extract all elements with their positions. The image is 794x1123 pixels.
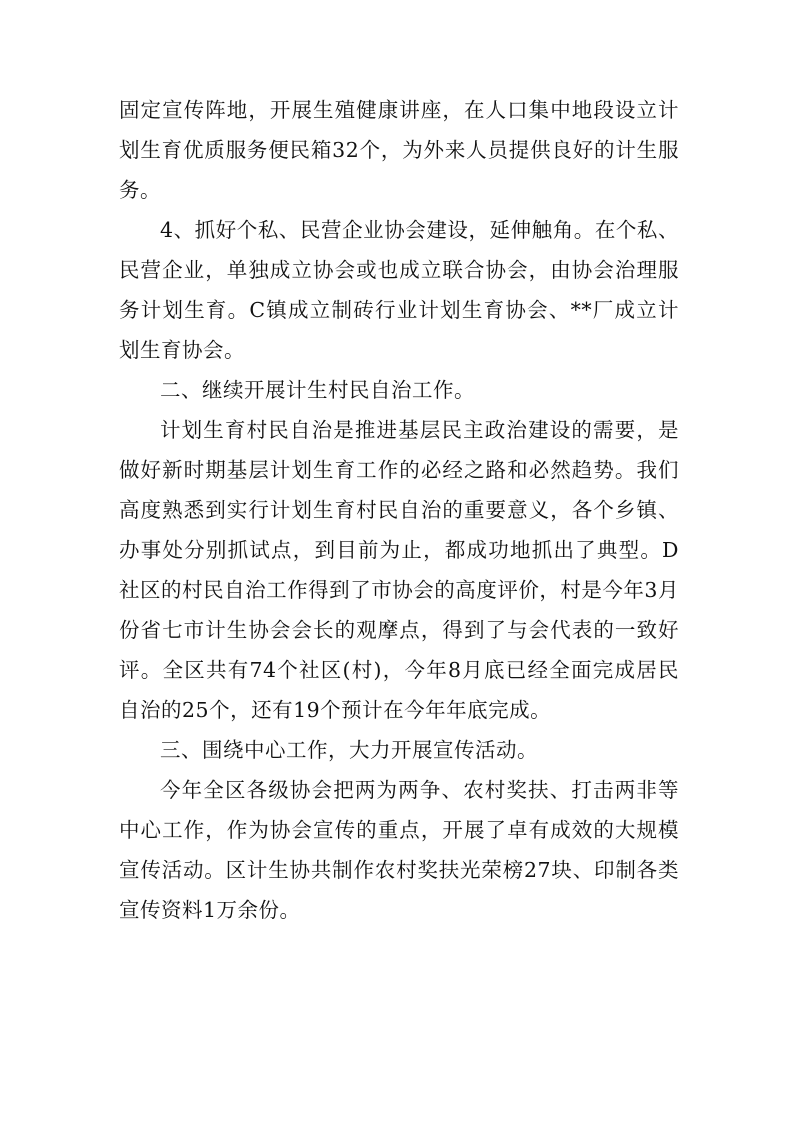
paragraph-enterprise-associations: 4、抓好个私、民营企业协会建设，延伸触角。在个私、民营企业，单独成立协会或也成立联合协会，由协会治理服务计划生育。C镇成立制砖行业计划生育协会、**厂成立计划生育协会。 [119, 218, 679, 362]
paragraph-villager-autonomy: 计划生育村民自治是推进基层民主政治建设的需要，是做好新时期基层计划生育工作的必经之路和必然趋势。我们高度熟悉到实行计划生育村民自治的重要意义，各个乡镇、办事处分别抓试点，到目前为止，都成功地抓出了典型。D社区的村民自治工作得到了市协会的高度评价，村是今年3月份省七市计生协会会长的观摩点，得到了与会代表的一致好评。全区共有74个社区(村)，今年8月底已经全面完成居民自治的25个，还有19个预计在今年年底完成。 [119, 418, 679, 722]
heading-publicity-activities: 三、围绕中心工作，大力开展宣传活动。 [160, 738, 538, 762]
paragraph-publicity-activities: 今年全区各级协会把两为两争、农村奖扶、打击两非等中心工作，作为协会宣传的重点，开展了卓有成效的大规模宣传活动。区计生协共制作农村奖扶光荣榜27块、印制各类宣传资料1万余份。 [119, 778, 679, 922]
document-body [119, 90, 679, 930]
heading-villager-autonomy: 二、继续开展计生村民自治工作。 [160, 378, 475, 402]
paragraph-service-boxes: 固定宣传阵地，开展生殖健康讲座，在人口集中地段设立计划生育优质服务便民箱32个，为外来人员提供良好的计生服务。 [119, 98, 679, 202]
